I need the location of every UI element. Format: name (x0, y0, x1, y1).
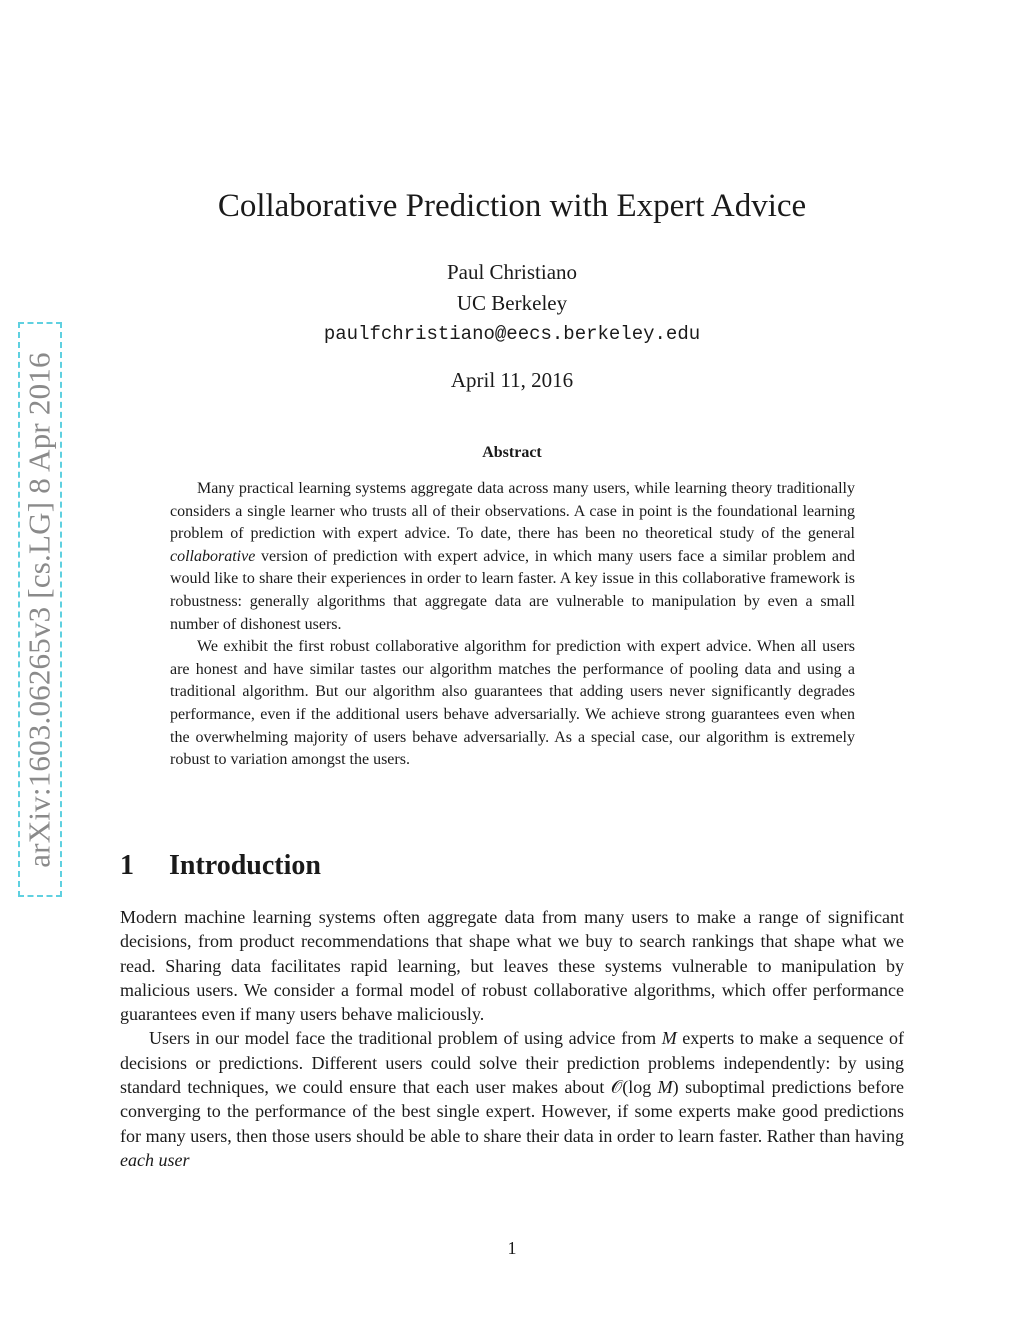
math-big-o: 𝒪 (610, 1077, 623, 1098)
author-name: Paul Christiano (446, 260, 578, 284)
intro-paragraph-2: Users in our model face the traditional problem of using advice from M experts to make a sequence of decisions or predictions. Different users could solve their prediction problems independently: by using standard techniques, we could ensure that each user makes about 𝒪(log M) suboptimal predictions before converging to the performance of the best single expert. However, if some experts make good predictions for many users, then those users should be able to share their data in order to learn faster. Rather than having each user (120, 1028, 905, 1170)
arxiv-stamp (18, 322, 62, 897)
arxiv-identifier: arXiv:1603.06265v3 [cs.LG] 8 Apr 2016 (22, 351, 58, 868)
intro-paragraph-1: Modern machine learning systems often aggregate data from many users to make a range of significant decisions, from product recommendations that shape what we buy to search rankings that shape what we read. Sharing data facilitates rapid learning, but leaves these systems vulnerable to manipulation by malicious users. We consider a formal model of robust collaborative algorithms, which offer performance guarantees even if many users behave maliciously. (120, 907, 904, 1025)
abstract-body (170, 478, 855, 772)
page-number: 1 (507, 1238, 517, 1258)
emphasis-each-user: each user (120, 1149, 190, 1170)
math-M: M (657, 1077, 673, 1098)
introduction-body (120, 905, 904, 1172)
section-heading-introduction (120, 850, 321, 882)
author-email: paulfchristiano@eecs.berkeley.edu (323, 323, 701, 345)
abstract-paragraph-2: We exhibit the first robust collaborative algorithm for prediction with expert advice. When all users are honest and have similar tastes our algorithm matches the performance of pooling data and using a traditional algorithm. But our algorithm also guarantees that adding users never significantly degrades performance, even if the additional users behave adversarially. We achieve strong guarantees even when the overwhelming majority of users behave adversarially. As a special case, our algorithm is extremely robust to variation amongst the users. (170, 638, 855, 769)
abstract-paragraph-1: Many practical learning systems aggregate data across many users, while learning theory traditionally considers a single learner who trusts all of their observations. A case in point is the foundational learning problem of prediction with expert advice. To date, there has been no theoretical study of the general collaborative version of prediction with expert advice, in which many users face a similar problem and would like to share their experiences in order to learn faster. A key issue in this collaborative framework is robustness: generally algorithms that aggregate data are vulnerable to manipulation by even a small number of dishonest users. (170, 480, 855, 633)
paper-title: Collaborative Prediction with Expert Advice (217, 188, 807, 224)
math-M: M (661, 1028, 677, 1049)
author-affiliation: UC Berkeley (456, 291, 568, 315)
section-number: 1 (120, 850, 134, 881)
paper-date: April 11, 2016 (450, 368, 574, 392)
emphasis-collaborative: collaborative (170, 547, 256, 565)
section-title: Introduction (169, 850, 321, 881)
abstract-heading: Abstract (482, 444, 542, 461)
